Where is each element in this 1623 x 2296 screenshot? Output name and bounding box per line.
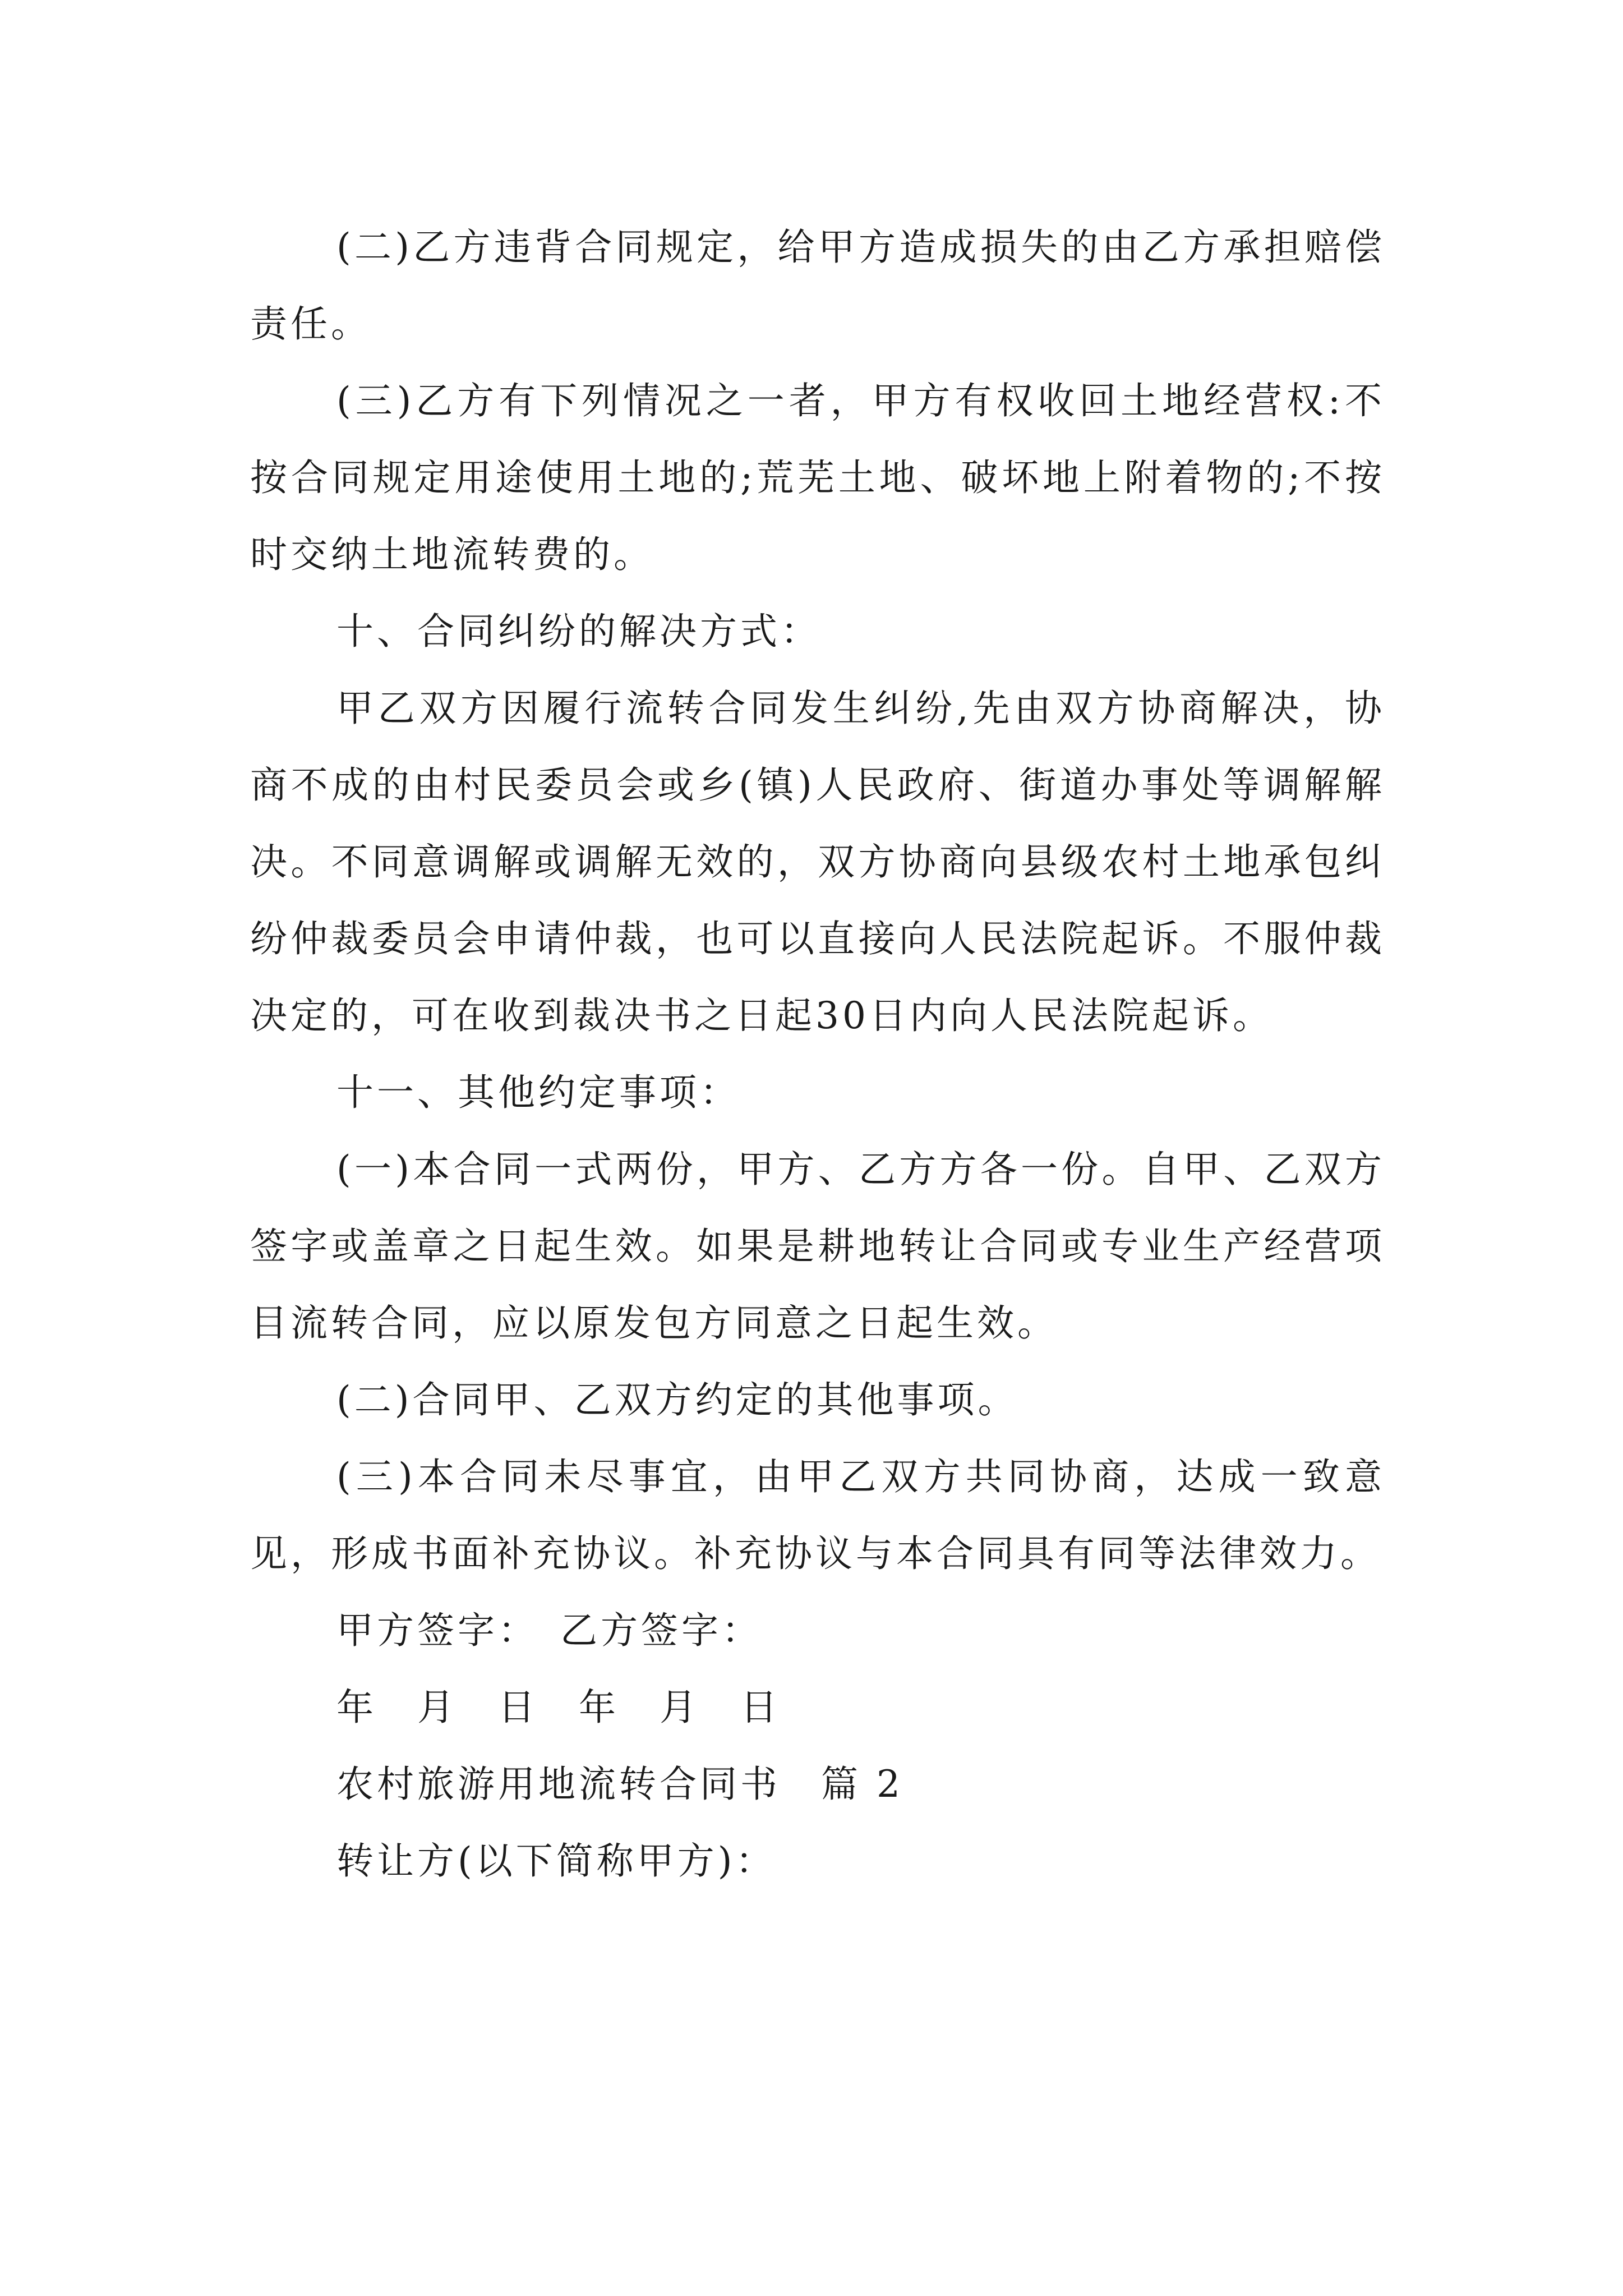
date-line: 年 月 日 年 月 日 [336, 1686, 781, 1729]
section-title-part-2: 农村旅游用地流转合同书 篇 2 [336, 1763, 903, 1806]
clause-11-2: (二)合同甲、乙双方约定的其他事项。 [336, 1378, 1018, 1421]
clause-9-2: (二)乙方违背合同规定，给甲方造成损失的由乙方承担赔偿责任。 [250, 226, 1385, 346]
signature-line: 甲方签字： 乙方签字： [336, 1609, 762, 1652]
clause-11-3: (三)本合同未尽事宜，由甲乙双方共同协商，达成一致意见，形成书面补充协议。补充协议与本合同具有同等法律效力。 [250, 1455, 1385, 1575]
document-body [250, 209, 1385, 1899]
section-10-heading: 十、合同纠纷的解决方式： [336, 610, 821, 653]
section-11-heading: 十一、其他约定事项： [336, 1071, 740, 1114]
section-10-body: 甲乙双方因履行流转合同发生纠纷,先由双方协商解决，协商不成的由村民委员会或乡(镇)人民政府、街道办事处等调解解决。不同意调解或调解无效的，双方协商向县级农村土地承包纠纷仲裁委员会申请仲裁，也可以直接向人民法院起诉。不服仲裁决定的，可在收到裁决书之日起30日内向人民法院起诉。 [250, 687, 1385, 1037]
transferor-line: 转让方(以下简称甲方)： [336, 1839, 776, 1883]
clause-9-3: (三)乙方有下列情况之一者，甲方有权收回土地经营权:不按合同规定用途使用土地的;荒芜土地、破坏地上附着物的;不按时交纳土地流转费的。 [250, 379, 1385, 576]
clause-11-1: (一)本合同一式两份，甲方、乙方方各一份。自甲、乙双方签字或盖章之日起生效。如果是耕地转让合同或专业生产经营项目流转合同，应以原发包方同意之日起生效。 [250, 1148, 1385, 1345]
